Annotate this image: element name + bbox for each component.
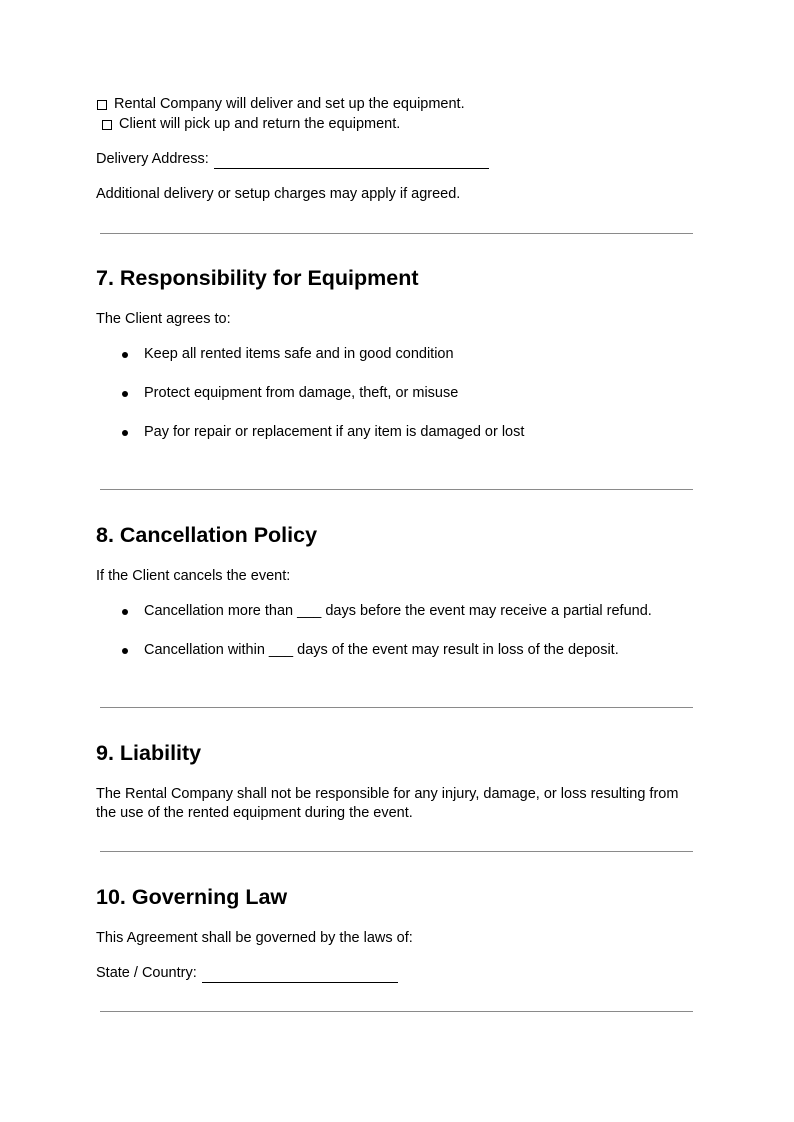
delivery-address-label: Delivery Address: [96,151,209,167]
delivery-note: Additional delivery or setup charges may apply if agreed. [96,186,461,202]
bullet-icon [122,391,128,397]
section-divider [100,851,693,852]
delivery-option-pickup-label: Client will pick up and return the equipment. [119,116,401,132]
section-7-bullet: Keep all rented items safe and in good condition [144,346,454,362]
section-7-bullet: Pay for repair or replacement if any item is damaged or lost [144,424,525,440]
checkbox-pickup[interactable] [102,120,112,130]
section-8-bullet: Cancellation within ___ days of the event may result in loss of the deposit. [144,642,619,658]
bullet-icon [122,352,128,358]
section-8-title: 8. Cancellation Policy [96,523,318,547]
section-7-title: 7. Responsibility for Equipment [96,266,419,290]
bullet-icon [122,430,128,436]
state-country-label: State / Country: [96,965,197,981]
section-9-text-line-1: The Rental Company shall not be responsible for any injury, damage, or loss resulting from [96,786,679,802]
bullet-icon [122,648,128,654]
section-divider [100,707,693,708]
section-divider [100,489,693,490]
section-9-text-line-2: the use of the rented equipment during the event. [96,805,413,821]
delivery-option-deliver[interactable] [97,95,465,114]
delivery-address-row [96,150,489,169]
section-7-bullet: Protect equipment from damage, theft, or misuse [144,385,459,401]
section-10-title: 10. Governing Law [96,885,288,909]
delivery-option-deliver-label: Rental Company will deliver and set up the equipment. [114,96,465,112]
section-7-intro: The Client agrees to: [96,311,231,327]
delivery-option-pickup[interactable] [102,115,400,134]
section-divider [100,1011,693,1012]
state-country-field[interactable] [202,967,398,983]
section-8-bullet: Cancellation more than ___ days before the event may receive a partial refund. [144,603,652,619]
state-country-row [96,964,398,983]
bullet-icon [122,609,128,615]
section-10-intro: This Agreement shall be governed by the laws of: [96,930,413,946]
section-9-title: 9. Liability [96,741,202,765]
section-divider [100,233,693,234]
section-8-intro: If the Client cancels the event: [96,568,291,584]
checkbox-deliver[interactable] [97,100,107,110]
delivery-address-field[interactable] [214,153,489,169]
